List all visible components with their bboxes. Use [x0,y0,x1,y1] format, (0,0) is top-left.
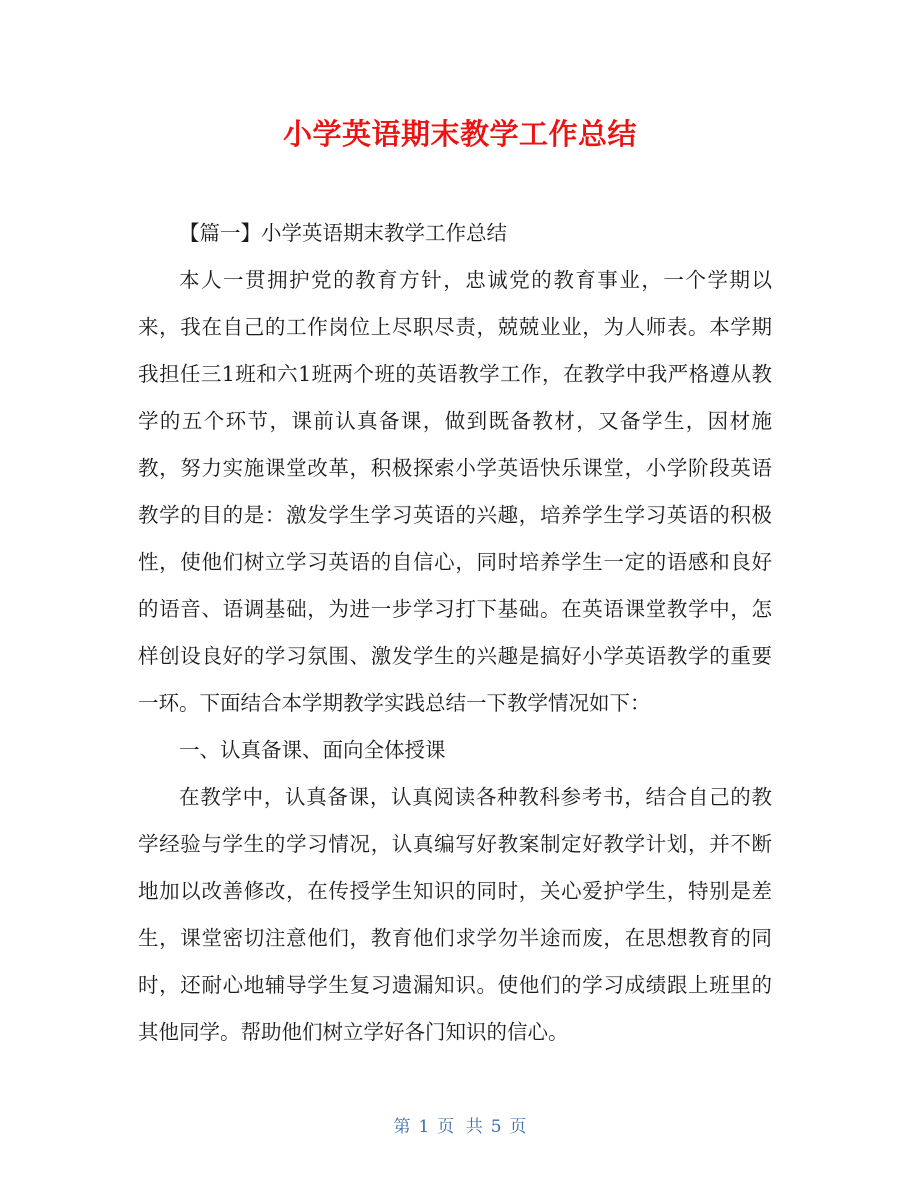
section-heading-one: 一、认真备课、面向全体授课 [179,738,446,762]
page-mid: 页 共 [437,1117,483,1137]
section-heading-part-one: 【篇一】小学英语期末教学工作总结 [179,221,507,245]
page-prefix: 第 [393,1117,411,1137]
paragraph-preparation: 在教学中，认真备课，认真阅读各种教科参考书，结合自己的教学经验与学生的学习情况，认真编写好教案制定好教学计划，并不断地加以改善修改，在传授学生知识的同时，关心爱护学生，特别是差生，课堂密切注意他们，教育他们求学勿半途而废，在思想教育的同时，还耐心地辅导学生复习遗漏知识。使他们的学习成绩跟上班里的其他同学。帮助他们树立学好各门知识的信心。 [138,785,772,1044]
page-footer [0,1112,920,1137]
page-suffix: 页 [509,1117,527,1137]
current-page-number: 1 [418,1117,430,1137]
document-body [138,210,772,1056]
document-title: 小学英语期末教学工作总结 [282,117,637,151]
paragraph-intro: 本人一贯拥护党的教育方针，忠诚党的教育事业，一个学期以来，我在自己的工作岗位上尽职尽责，兢兢业业，为人师表。本学期我担任三1班和六1班两个班的英语教学工作，在教学中我严格遵从教学的五个环节，课前认真备课，做到既备教材，又备学生，因材施教，努力实施课堂改革，积极探索小学英语快乐课堂，小学阶段英语教学的目的是：激发学生学习英语的兴趣，培养学生学习英语的积极性，使他们树立学习英语的自信心，同时培养学生一定的语感和良好的语音、语调基础，为进一步学习打下基础。在英语课堂教学中，怎样创设良好的学习氛围、激发学生的兴趣是搞好小学英语教学的重要一环。下面结合本学期教学实践总结一下教学情况如下： [138,268,772,715]
total-page-count: 5 [490,1117,502,1137]
